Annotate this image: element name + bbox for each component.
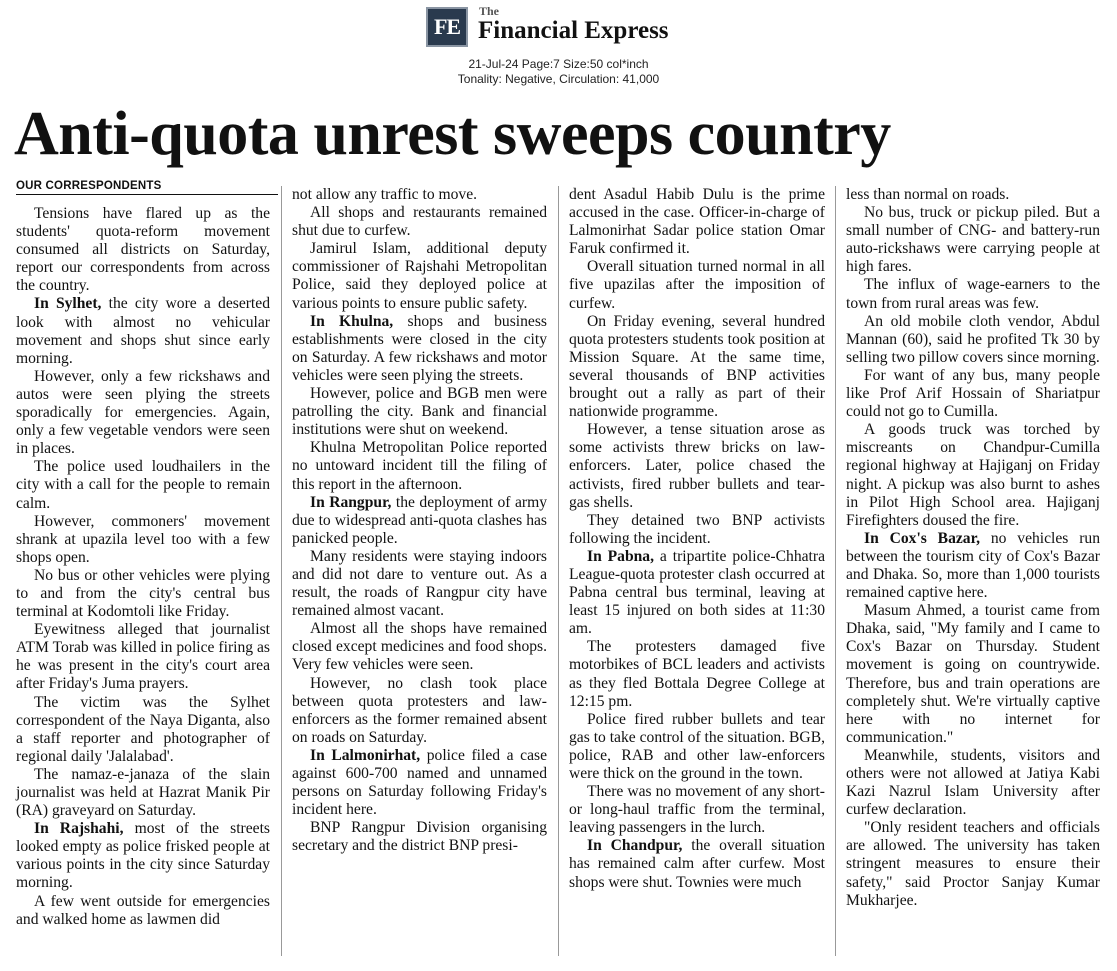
paragraph-text: A goods truck was torched by miscreants on Chandpur-Cumilla regional highway at Hajiganj on Friday night. A pickup was also burnt to ashes in Pilot High School area. Hajiganj Firefighters doused the fire. [846, 421, 1100, 529]
paragraph-text: All shops and restaurants remained shut due to curfew. [292, 204, 547, 240]
article-paragraph [569, 711, 825, 783]
paragraph-text: not allow any traffic to move. [292, 186, 478, 203]
column-divider [835, 186, 836, 956]
paragraph-text: A few went outside for emergencies and walked home as lawmen did [16, 892, 270, 928]
paragraph-text: Police fired rubber bullets and tear gas to take control of the situation. BGB, police, RAB and other law-enforcers were thick on the ground in the town. [569, 710, 825, 782]
article-paragraph [569, 186, 825, 258]
article-paragraph [16, 694, 270, 766]
article-paragraph [569, 313, 825, 422]
article-column-4 [846, 186, 1100, 910]
dateline-lead: In Rangpur, [310, 493, 392, 511]
article-paragraph [846, 602, 1100, 747]
paragraph-text: The namaz-e-janaza of the slain journalist was held at Hazrat Manik Pir (RA) graveyard on Saturday. [16, 765, 270, 820]
paragraph-text: the city wore a deserted look with almost no vehicular movement and shops shut since early morning. [16, 295, 270, 367]
article-paragraph [16, 766, 270, 820]
article-column-3 [569, 186, 825, 892]
article-column-1 [16, 205, 270, 929]
article-paragraph [846, 367, 1100, 421]
masthead [0, 0, 1117, 92]
dateline-lead: In Chandpur, [587, 837, 683, 855]
article-byline: OUR CORRESPONDENTS [16, 180, 278, 195]
article-paragraph [16, 368, 270, 458]
article-paragraph [569, 548, 825, 638]
paragraph-text: The victim was the Sylhet correspondent of the Naya Diganta, also a staff reporter and photographer of regional daily 'Jalalabad'. [16, 693, 270, 765]
paragraph-text: The influx of wage-earners to the town from rural areas was few. [846, 276, 1100, 312]
paragraph-text: Masum Ahmed, a tourist came from Dhaka, said, "My family and I came to Cox's Bazar on Thursday. Student movement is going on countrywide. Therefore, bus and train operations are completely shut. We're virtually captive here with no internet for communication." [846, 602, 1100, 746]
paragraph-text: However, a tense situation arose as some activists threw bricks on law-enforcers. Later, police chased the activists, fired rubber bullets and tear-gas shells. [569, 421, 825, 511]
article-paragraph [292, 747, 547, 819]
dateline-lead: In Pabna, [587, 547, 655, 565]
paragraph-text: For want of any bus, many people like Prof Arif Hossain of Shariatpur could not go to Cumilla. [846, 366, 1100, 421]
brand-name: Financial Express [478, 17, 669, 44]
article-paragraph [16, 621, 270, 693]
paragraph-text: There was no movement of any short- or long-haul traffic from the terminal, leaving passengers in the lurch. [569, 783, 825, 837]
article-paragraph [292, 548, 547, 620]
article-paragraph [846, 204, 1100, 276]
article-paragraph [569, 783, 825, 837]
article-paragraph [292, 494, 547, 548]
article-paragraph [569, 837, 825, 891]
paragraph-text: the deployment of army due to widespread anti-quota clashes has panicked people. [292, 493, 548, 547]
article-paragraph [846, 819, 1100, 909]
paragraph-text: most of the streets looked empty as police frisked people at various points in the city since Saturday morning. [16, 820, 270, 892]
article-paragraph [16, 458, 270, 512]
paragraph-text: "Only resident teachers and officials are allowed. The university has taken stringent measures to ensure their safety," said Proctor Sanjay Kumar Mukharjee. [846, 819, 1100, 909]
article-paragraph [569, 258, 825, 312]
dateline-lead: In Cox's Bazar, [864, 529, 980, 547]
paragraph-text: less than normal on roads. [846, 186, 1010, 203]
article-paragraph [292, 385, 547, 439]
article-paragraph [569, 638, 825, 710]
paragraph-text: BNP Rangpur Division organising secretary and the district BNP presi- [292, 819, 547, 855]
paragraph-text: The police used loudhailers in the city with a call for the people to remain calm. [16, 458, 270, 512]
paragraph-text: shops and business establishments were closed in the city on Saturday. A few rickshaws and motor vehicles were seen plying the streets. [292, 312, 547, 384]
article-paragraph [16, 567, 270, 621]
dateline-lead: In Sylhet, [34, 295, 102, 313]
paragraph-text: No bus or other vehicles were plying to and from the city's central bus terminal at Kodomtoli like Friday. [16, 566, 270, 621]
paragraph-text: Almost all the shops have remained closed except medicines and food shops. Very few vehicles were seen. [292, 620, 547, 674]
paragraph-text: No bus, truck or pickup piled. But a small number of CNG- and battery-run auto-rickshaws were carrying people at high fares. [846, 204, 1100, 276]
paragraph-text: The protesters damaged five motorbikes of BCL leaders and activists as they fled Bottala Degree College at 12:15 pm. [569, 638, 825, 710]
article-paragraph [292, 620, 547, 674]
article-paragraph [846, 421, 1100, 530]
paragraph-text: Khulna Metropolitan Police reported no untoward incident till the filing of this report in the afternoon. [292, 439, 547, 493]
clip-meta-line1: 21-Jul-24 Page:7 Size:50 col*inch [468, 57, 649, 71]
paragraph-text: the overall situation has remained calm after curfew. Most shops were shut. Townies were much [569, 837, 826, 891]
paragraph-text: police filed a case against 600-700 named and unnamed persons on Saturday following Friday's incident here. [292, 746, 547, 819]
brand-the: The [479, 4, 500, 18]
article-paragraph [846, 186, 1100, 204]
paragraph-text: Tensions have flared up as the students' quota-reform movement consumed all districts on Saturday, report our correspondents from across the country. [16, 205, 270, 295]
paragraph-text: Many residents were staying indoors and did not dare to venture out. As a result, the roads of Rangpur city have remained almost vacant. [292, 547, 547, 620]
article-paragraph [16, 513, 270, 567]
article-column-2 [292, 186, 547, 855]
article-paragraph [846, 747, 1100, 819]
article-paragraph [846, 313, 1100, 367]
article-paragraph [292, 675, 547, 747]
paragraph-text: They detained two BNP activists following the incident. [569, 511, 825, 547]
paragraph-text: Overall situation turned normal in all five upazilas after the imposition of curfew. [569, 258, 825, 312]
article-paragraph [846, 530, 1100, 602]
paragraph-text: Meanwhile, students, visitors and others were not allowed at Jatiya Kabi Kazi Nazrul Islam University after curfew declaration. [846, 746, 1100, 819]
paragraph-text: An old mobile cloth vendor, Abdul Mannan (60), said he profited Tk 30 by selling two pillow covers since morning. [846, 312, 1100, 366]
article-paragraph [16, 295, 270, 367]
dateline-lead: In Rajshahi, [34, 820, 124, 838]
paragraph-text: However, police and BGB men were patrolling the city. Bank and financial institutions were shut on weekend. [292, 385, 547, 439]
article-paragraph [569, 421, 825, 511]
article-paragraph [292, 819, 547, 855]
column-divider [281, 186, 282, 956]
paragraph-text: However, commoners' movement shrank at upazila level too with a few shops open. [16, 512, 270, 566]
article-paragraph [292, 204, 547, 240]
paragraph-text: Jamirul Islam, additional deputy commissioner of Rajshahi Metropolitan Police, said they deployed police at various points to ensure public safety. [292, 240, 547, 312]
article-paragraph [16, 820, 270, 892]
paragraph-text: a tripartite police-Chhatra League-quota protester clash occurred at Pabna central bus terminal, leaving at least 15 injured on both sides at 11:30 am. [569, 547, 825, 638]
column-divider [558, 186, 559, 956]
article-paragraph [569, 512, 825, 548]
paragraph-text: However, no clash took place between quota protesters and law-enforcers as the former remained absent on roads on Saturday. [292, 674, 547, 746]
paragraph-text: dent Asadul Habib Dulu is the prime accused in the case. Officer-in-charge of Lalmonirhat Sadar police station Omar Faruk confirmed it. [569, 186, 825, 258]
fe-logo [426, 7, 468, 47]
article-paragraph [16, 893, 270, 929]
paragraph-text: On Friday evening, several hundred quota protesters students took position at Mission Square. At the same time, several thousands of BNP activities brought out a rally as part of their nationwide programme. [569, 312, 825, 421]
paragraph-text: no vehicles run between the tourism city of Cox's Bazar and Dhaka. So, more than 1,000 tourists remained captive here. [846, 529, 1100, 602]
paragraph-text: However, only a few rickshaws and autos were seen plying the streets sporadically for emergencies. Again, only a few vegetable vendors were seen in places. [16, 367, 270, 458]
logo-text: FE [433, 14, 461, 39]
article-paragraph [292, 313, 547, 385]
dateline-lead: In Lalmonirhat, [310, 746, 421, 764]
article-paragraph [292, 439, 547, 493]
article-headline: Anti-quota unrest sweeps country [14, 100, 891, 168]
article-paragraph [292, 240, 547, 312]
article-paragraph [16, 205, 270, 295]
article-paragraph [846, 276, 1100, 312]
dateline-lead: In Khulna, [310, 312, 394, 330]
article-paragraph [292, 186, 547, 204]
clip-meta-line2: Tonality: Negative, Circulation: 41,000 [457, 72, 660, 86]
paragraph-text: Eyewitness alleged that journalist ATM Torab was killed in police firing as he was present in the city's court area after Friday's Juma prayers. [16, 621, 270, 693]
